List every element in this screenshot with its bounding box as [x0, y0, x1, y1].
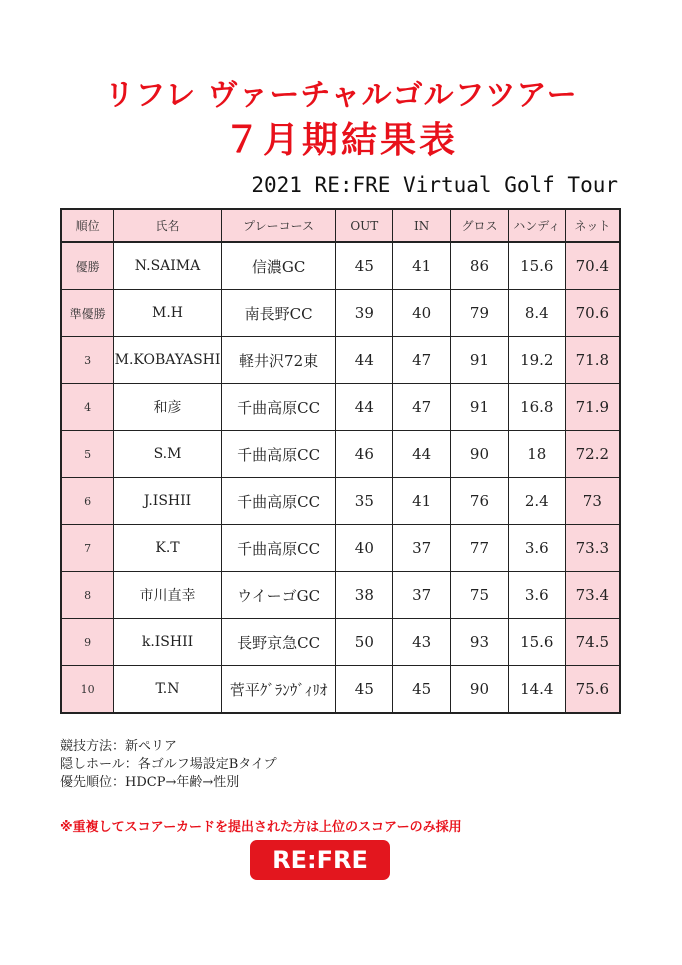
- net-cell: 71.8: [565, 337, 620, 384]
- out-cell: 39: [336, 290, 393, 337]
- column-header-net: ネット: [565, 209, 620, 242]
- course-cell: 菅平ｸﾞﾗﾝｳﾞｨﾘｵ: [221, 666, 336, 714]
- player-name-cell: T.N: [114, 666, 222, 714]
- gross-cell: 79: [451, 290, 509, 337]
- out-cell: 45: [336, 666, 393, 714]
- net-cell: 72.2: [565, 431, 620, 478]
- net-cell: 74.5: [565, 619, 620, 666]
- table-row: [61, 478, 620, 525]
- player-name-cell: S.M: [114, 431, 222, 478]
- handicap-cell: 8.4: [508, 290, 565, 337]
- net-cell: 73: [565, 478, 620, 525]
- course-cell: 南長野CC: [221, 290, 336, 337]
- out-cell: 50: [336, 619, 393, 666]
- table-row: [61, 525, 620, 572]
- course-cell: 千曲高原CC: [221, 478, 336, 525]
- course-cell: 長野京急CC: [221, 619, 336, 666]
- rank-cell: 5: [61, 431, 114, 478]
- rank-cell: 準優勝: [61, 290, 114, 337]
- out-cell: 46: [336, 431, 393, 478]
- in-cell: 43: [393, 619, 451, 666]
- player-name-cell: M.H: [114, 290, 222, 337]
- title-line-1: リフレ ヴァーチャルゴルフツアー: [104, 78, 578, 113]
- gross-cell: 76: [451, 478, 509, 525]
- rank-cell: 優勝: [61, 242, 114, 290]
- gross-cell: 77: [451, 525, 509, 572]
- table-row: [61, 666, 620, 714]
- logo-text: RE:FRE: [272, 846, 368, 874]
- column-header-name: 氏名: [114, 209, 222, 242]
- rank-cell: 6: [61, 478, 114, 525]
- table-row: [61, 384, 620, 431]
- gross-cell: 93: [451, 619, 509, 666]
- column-header-out: OUT: [336, 209, 393, 242]
- title-line-2: ７月期結果表: [223, 120, 458, 161]
- handicap-cell: 15.6: [508, 242, 565, 290]
- rank-cell: 9: [61, 619, 114, 666]
- table-row: [61, 619, 620, 666]
- handicap-cell: 3.6: [508, 525, 565, 572]
- player-name-cell: N.SAIMA: [114, 242, 222, 290]
- in-cell: 45: [393, 666, 451, 714]
- rank-cell: 3: [61, 337, 114, 384]
- in-cell: 41: [393, 242, 451, 290]
- gross-cell: 91: [451, 384, 509, 431]
- column-header-in: IN: [393, 209, 451, 242]
- in-cell: 40: [393, 290, 451, 337]
- table-row: [61, 337, 620, 384]
- player-name-cell: k.ISHII: [114, 619, 222, 666]
- rank-cell: 4: [61, 384, 114, 431]
- handicap-cell: 2.4: [508, 478, 565, 525]
- gross-cell: 91: [451, 337, 509, 384]
- note-format: 競技方法：新ペリア: [60, 739, 178, 754]
- in-cell: 47: [393, 384, 451, 431]
- handicap-cell: 18: [508, 431, 565, 478]
- handicap-cell: 16.8: [508, 384, 565, 431]
- table-row: [61, 431, 620, 478]
- out-cell: 35: [336, 478, 393, 525]
- column-header-course: プレーコース: [221, 209, 336, 242]
- note-hidden-holes: 隠しホール：各ゴルフ場設定Bタイプ: [60, 757, 277, 772]
- handicap-cell: 15.6: [508, 619, 565, 666]
- player-name-cell: K.T: [114, 525, 222, 572]
- net-cell: 73.3: [565, 525, 620, 572]
- course-cell: ウイーゴGC: [221, 572, 336, 619]
- rank-cell: 8: [61, 572, 114, 619]
- subtitle: 2021 RE:FRE Virtual Golf Tour: [251, 173, 618, 197]
- in-cell: 37: [393, 572, 451, 619]
- notes-block: [60, 738, 277, 792]
- note-priority: 優先順位：HDCP→年齢→性別: [60, 775, 240, 790]
- player-name-cell: 市川直幸: [114, 572, 222, 619]
- table-row: [61, 242, 620, 290]
- results-table: [60, 208, 621, 714]
- gross-cell: 90: [451, 431, 509, 478]
- player-name-cell: 和彦: [114, 384, 222, 431]
- table-row: [61, 290, 620, 337]
- out-cell: 38: [336, 572, 393, 619]
- gross-cell: 75: [451, 572, 509, 619]
- net-cell: 73.4: [565, 572, 620, 619]
- out-cell: 44: [336, 337, 393, 384]
- in-cell: 37: [393, 525, 451, 572]
- table-row: [61, 572, 620, 619]
- column-header-gross: グロス: [451, 209, 509, 242]
- net-cell: 70.4: [565, 242, 620, 290]
- net-cell: 70.6: [565, 290, 620, 337]
- rank-cell: 10: [61, 666, 114, 714]
- course-cell: 信濃GC: [221, 242, 336, 290]
- course-cell: 千曲高原CC: [221, 384, 336, 431]
- refre-logo: [250, 840, 390, 880]
- in-cell: 41: [393, 478, 451, 525]
- net-cell: 71.9: [565, 384, 620, 431]
- handicap-cell: 19.2: [508, 337, 565, 384]
- table-header-row: [61, 209, 620, 242]
- in-cell: 44: [393, 431, 451, 478]
- course-cell: 千曲高原CC: [221, 525, 336, 572]
- in-cell: 47: [393, 337, 451, 384]
- out-cell: 45: [336, 242, 393, 290]
- warning-note: ※重複してスコアーカードを提出された方は上位のスコアーのみ採用: [60, 820, 462, 835]
- column-header-rank: 順位: [61, 209, 114, 242]
- handicap-cell: 14.4: [508, 666, 565, 714]
- rank-cell: 7: [61, 525, 114, 572]
- gross-cell: 90: [451, 666, 509, 714]
- player-name-cell: J.ISHII: [114, 478, 222, 525]
- column-header-handicap: ハンディ: [508, 209, 565, 242]
- out-cell: 40: [336, 525, 393, 572]
- handicap-cell: 3.6: [508, 572, 565, 619]
- course-cell: 軽井沢72東: [221, 337, 336, 384]
- net-cell: 75.6: [565, 666, 620, 714]
- out-cell: 44: [336, 384, 393, 431]
- gross-cell: 86: [451, 242, 509, 290]
- player-name-cell: M.KOBAYASHI: [114, 337, 222, 384]
- course-cell: 千曲高原CC: [221, 431, 336, 478]
